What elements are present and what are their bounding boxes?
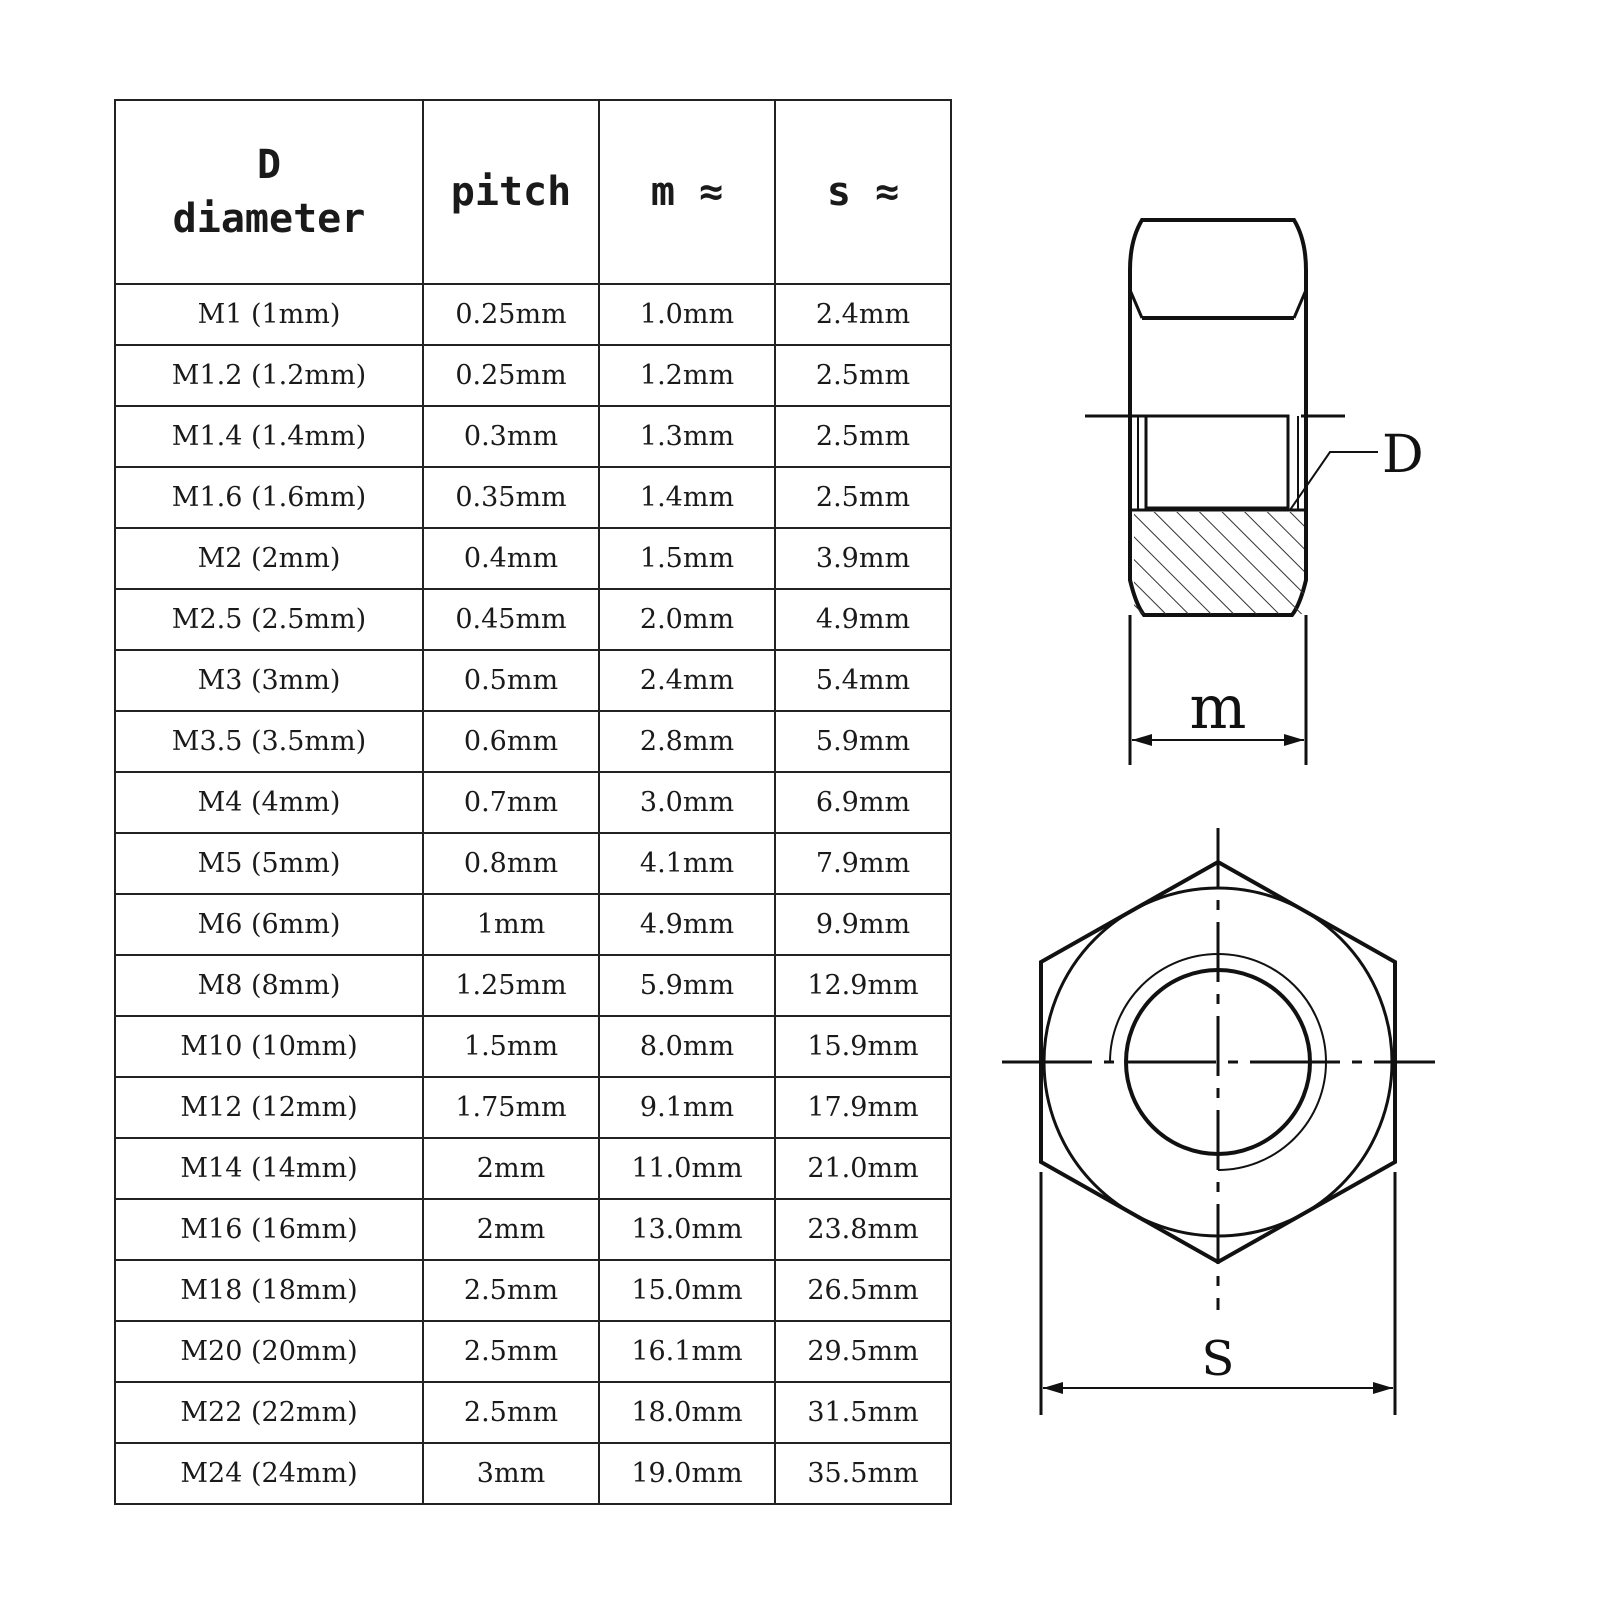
- cell-pitch: 0.8mm: [423, 833, 599, 894]
- cell-s: 2.5mm: [775, 406, 951, 467]
- table-row: [115, 467, 951, 528]
- label-d: D: [1382, 425, 1424, 485]
- cell-diameter: M3.5 (3.5mm): [115, 711, 423, 772]
- cell-diameter: M2 (2mm): [115, 528, 423, 589]
- cell-s: 15.9mm: [775, 1016, 951, 1077]
- cell-pitch: 0.6mm: [423, 711, 599, 772]
- cell-diameter: M22 (22mm): [115, 1382, 423, 1443]
- m-arrow-right: [1284, 734, 1304, 746]
- table-row: [115, 1199, 951, 1260]
- cell-pitch: 3mm: [423, 1443, 599, 1504]
- cell-s: 2.5mm: [775, 345, 951, 406]
- cell-m: 9.1mm: [599, 1077, 775, 1138]
- cell-m: 1.3mm: [599, 406, 775, 467]
- cell-m: 1.5mm: [599, 528, 775, 589]
- cell-s: 12.9mm: [775, 955, 951, 1016]
- cell-pitch: 0.25mm: [423, 345, 599, 406]
- table-row: [115, 1016, 951, 1077]
- table-row: [115, 589, 951, 650]
- hatched-section: [1134, 512, 1304, 614]
- cell-pitch: 0.25mm: [423, 284, 599, 345]
- cell-diameter: M1.6 (1.6mm): [115, 467, 423, 528]
- cell-diameter: M2.5 (2.5mm): [115, 589, 423, 650]
- cell-s: 3.9mm: [775, 528, 951, 589]
- d-leader-line: [1290, 452, 1378, 510]
- cell-m: 4.9mm: [599, 894, 775, 955]
- table-row: [115, 1138, 951, 1199]
- cell-diameter: M20 (20mm): [115, 1321, 423, 1382]
- cell-pitch: 1.25mm: [423, 955, 599, 1016]
- cell-pitch: 2.5mm: [423, 1260, 599, 1321]
- cell-m: 16.1mm: [599, 1321, 775, 1382]
- cell-pitch: 0.3mm: [423, 406, 599, 467]
- label-m: m: [1189, 673, 1247, 743]
- header-diameter: [115, 100, 423, 284]
- table-row: [115, 1382, 951, 1443]
- cell-s: 9.9mm: [775, 894, 951, 955]
- cell-s: 23.8mm: [775, 1199, 951, 1260]
- cell-m: 1.2mm: [599, 345, 775, 406]
- cell-m: 13.0mm: [599, 1199, 775, 1260]
- cell-s: 31.5mm: [775, 1382, 951, 1443]
- table-row: [115, 1321, 951, 1382]
- cell-s: 5.4mm: [775, 650, 951, 711]
- table-row: [115, 711, 951, 772]
- table-row: [115, 894, 951, 955]
- cell-m: 15.0mm: [599, 1260, 775, 1321]
- cell-pitch: 0.45mm: [423, 589, 599, 650]
- hex-nut-diagram: [960, 160, 1480, 1460]
- cell-s: 21.0mm: [775, 1138, 951, 1199]
- cell-diameter: M1 (1mm): [115, 284, 423, 345]
- table-header-row: [115, 100, 951, 284]
- cell-m: 2.0mm: [599, 589, 775, 650]
- cell-m: 8.0mm: [599, 1016, 775, 1077]
- cell-m: 1.0mm: [599, 284, 775, 345]
- cell-diameter: M1.2 (1.2mm): [115, 345, 423, 406]
- cell-pitch: 0.4mm: [423, 528, 599, 589]
- cell-s: 29.5mm: [775, 1321, 951, 1382]
- cell-s: 4.9mm: [775, 589, 951, 650]
- nut-bore-section: [1146, 416, 1288, 508]
- cell-diameter: M18 (18mm): [115, 1260, 423, 1321]
- cell-m: 5.9mm: [599, 955, 775, 1016]
- cell-m: 2.4mm: [599, 650, 775, 711]
- cell-m: 1.4mm: [599, 467, 775, 528]
- cell-pitch: 2.5mm: [423, 1382, 599, 1443]
- header-diameter-symbol: D: [256, 142, 282, 188]
- cell-diameter: M16 (16mm): [115, 1199, 423, 1260]
- table-row: [115, 406, 951, 467]
- cell-pitch: 1.5mm: [423, 1016, 599, 1077]
- cell-pitch: 1mm: [423, 894, 599, 955]
- cell-s: 5.9mm: [775, 711, 951, 772]
- label-s: S: [1201, 1331, 1235, 1387]
- cell-s: 2.4mm: [775, 284, 951, 345]
- cell-pitch: 1.75mm: [423, 1077, 599, 1138]
- nut-top-view: [1002, 828, 1435, 1310]
- cell-diameter: M6 (6mm): [115, 894, 423, 955]
- cell-pitch: 0.7mm: [423, 772, 599, 833]
- cell-pitch: 0.35mm: [423, 467, 599, 528]
- cell-diameter: M4 (4mm): [115, 772, 423, 833]
- table-row: [115, 1077, 951, 1138]
- header-s: s ≈: [775, 100, 951, 284]
- cell-pitch: 2mm: [423, 1138, 599, 1199]
- s-arrow-right: [1373, 1382, 1393, 1394]
- cell-pitch: 2mm: [423, 1199, 599, 1260]
- cell-m: 4.1mm: [599, 833, 775, 894]
- table-row: [115, 833, 951, 894]
- cell-diameter: M3 (3mm): [115, 650, 423, 711]
- cell-m: 2.8mm: [599, 711, 775, 772]
- cell-diameter: M5 (5mm): [115, 833, 423, 894]
- cell-s: 6.9mm: [775, 772, 951, 833]
- table-row: [115, 1443, 951, 1504]
- table-row: [115, 650, 951, 711]
- cell-pitch: 2.5mm: [423, 1321, 599, 1382]
- cell-s: 2.5mm: [775, 467, 951, 528]
- cell-m: 11.0mm: [599, 1138, 775, 1199]
- table-row: [115, 284, 951, 345]
- cell-m: 19.0mm: [599, 1443, 775, 1504]
- cell-m: 18.0mm: [599, 1382, 775, 1443]
- cell-diameter: M14 (14mm): [115, 1138, 423, 1199]
- cell-diameter: M8 (8mm): [115, 955, 423, 1016]
- table-row: [115, 528, 951, 589]
- header-m: m ≈: [599, 100, 775, 284]
- s-arrow-left: [1043, 1382, 1063, 1394]
- table-row: [115, 955, 951, 1016]
- cell-s: 35.5mm: [775, 1443, 951, 1504]
- nut-spec-table: [114, 99, 952, 1505]
- table-row: [115, 1260, 951, 1321]
- header-diameter-word: diameter: [172, 196, 366, 242]
- cell-pitch: 0.5mm: [423, 650, 599, 711]
- cell-diameter: M12 (12mm): [115, 1077, 423, 1138]
- table-row: [115, 345, 951, 406]
- cell-diameter: M1.4 (1.4mm): [115, 406, 423, 467]
- cell-diameter: M24 (24mm): [115, 1443, 423, 1504]
- cell-diameter: M10 (10mm): [115, 1016, 423, 1077]
- header-pitch: pitch: [423, 100, 599, 284]
- cell-s: 17.9mm: [775, 1077, 951, 1138]
- cell-s: 26.5mm: [775, 1260, 951, 1321]
- table-row: [115, 772, 951, 833]
- cell-m: 3.0mm: [599, 772, 775, 833]
- cell-s: 7.9mm: [775, 833, 951, 894]
- m-arrow-left: [1132, 734, 1152, 746]
